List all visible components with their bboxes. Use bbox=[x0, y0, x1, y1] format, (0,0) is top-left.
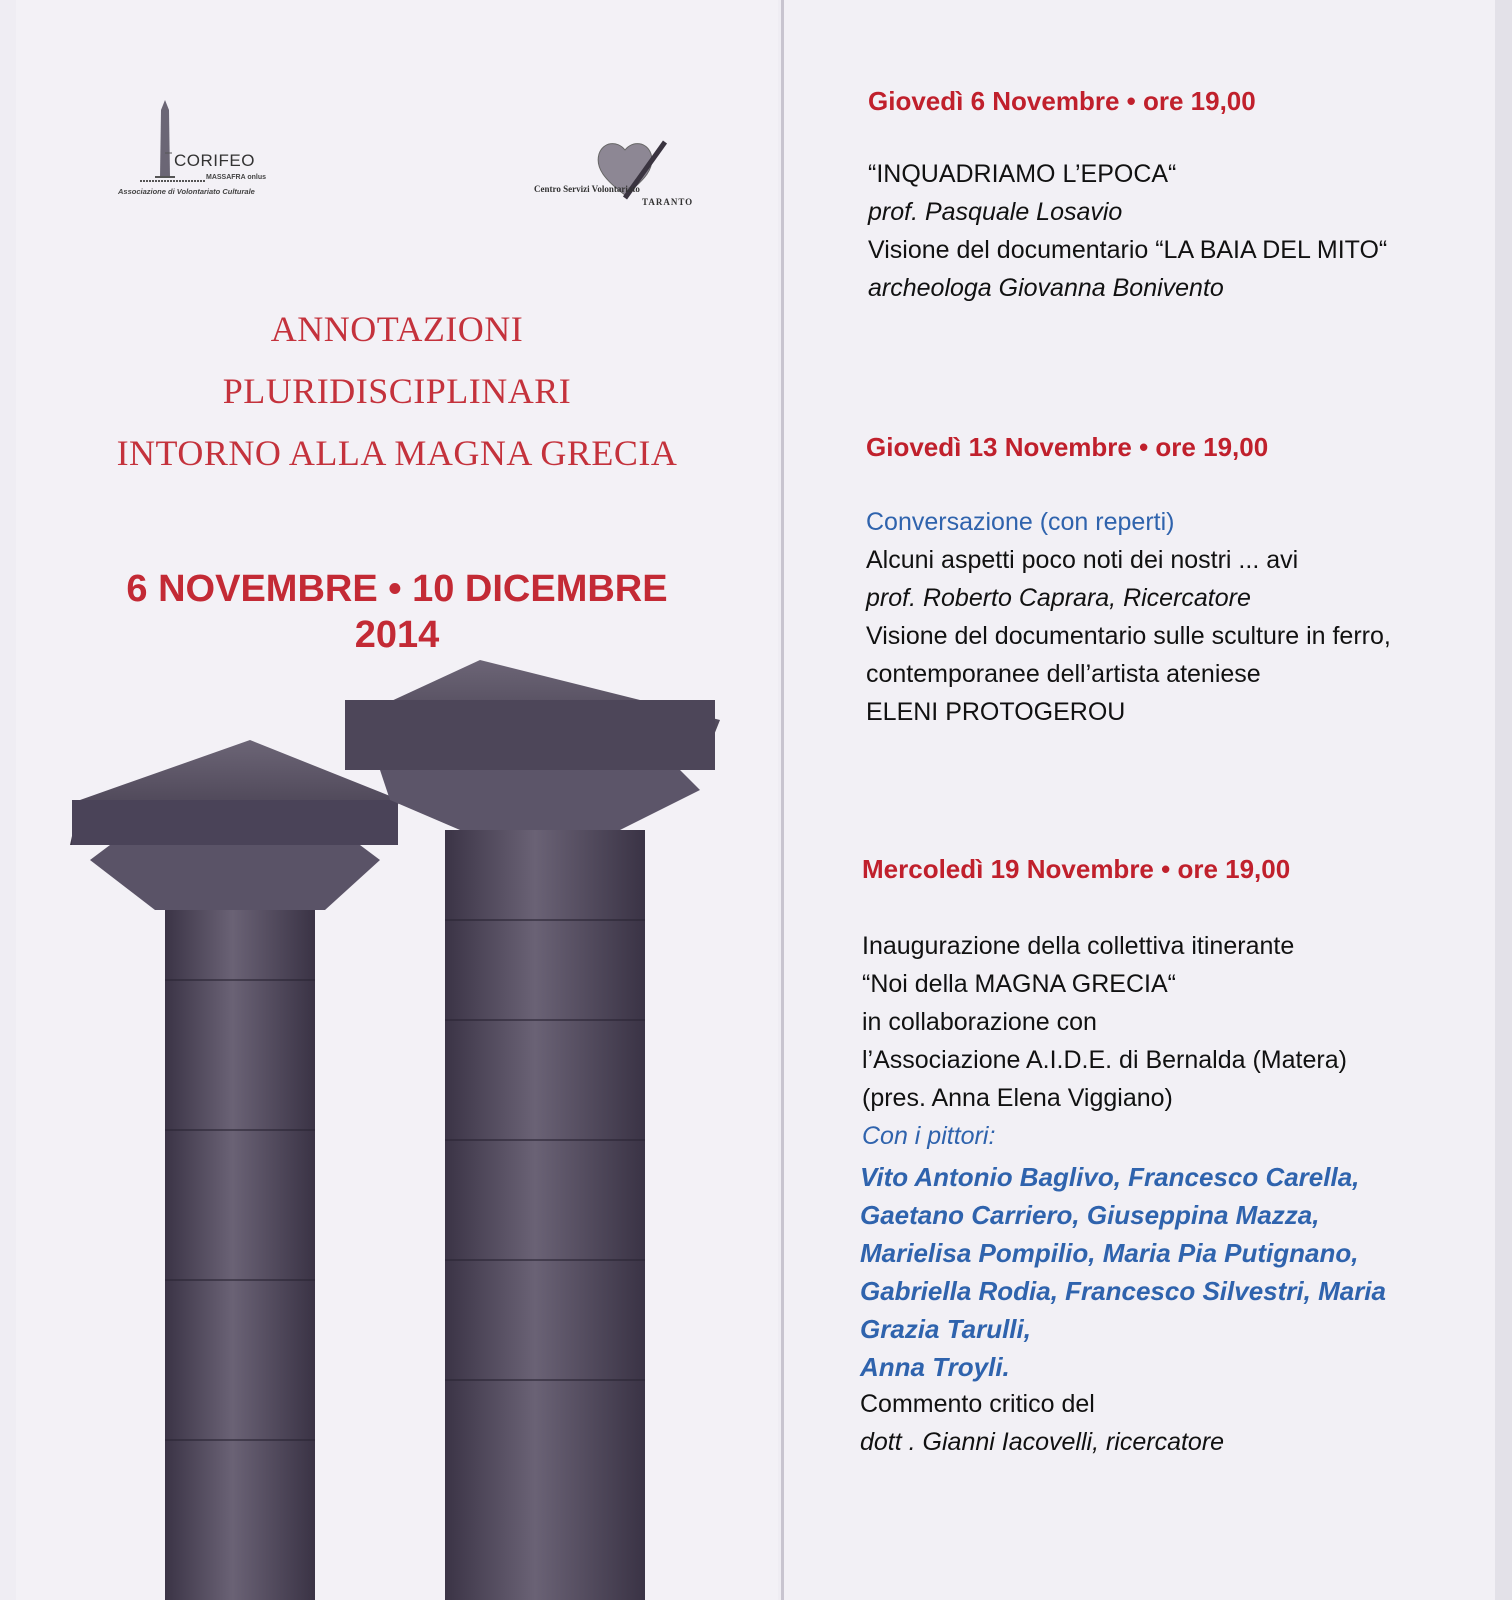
corifeo-logo bbox=[110, 95, 310, 205]
event-3-critic-name: dott . Gianni Iacovelli, ricercatore bbox=[860, 1428, 1225, 1456]
corifeo-name: CORIFEO bbox=[174, 151, 255, 170]
event-3-line-2: “Noi della MAGNA GRECIA“ bbox=[862, 970, 1176, 998]
event-1-title: “INQUADRIAMO L’EPOCA“ bbox=[868, 160, 1177, 188]
csv-city: TARANTO bbox=[642, 197, 694, 207]
event-2-heading: Giovedì 13 Novembre • ore 19,00 bbox=[866, 432, 1269, 462]
page-edge bbox=[1495, 0, 1512, 1600]
event-3-painters-2: Gaetano Carriero, Giuseppina Mazza, bbox=[860, 1200, 1320, 1230]
event-1-archeologist: archeologa Giovanna Bonivento bbox=[868, 274, 1224, 302]
event-3-painters-3: Marielisa Pompilio, Maria Pia Putignano, bbox=[860, 1238, 1359, 1268]
event-3-heading: Mercoledì 19 Novembre • ore 19,00 bbox=[862, 854, 1291, 884]
corifeo-subtitle: Associazione di Volontariato Culturale bbox=[118, 187, 255, 196]
event-2-topic: Alcuni aspetti poco noti dei nostri ... avi bbox=[866, 546, 1299, 574]
event-2-type: Conversazione (con reperti) bbox=[866, 508, 1175, 536]
event-3-painters-6: Anna Troyli. bbox=[860, 1352, 1010, 1382]
cover-year: 2014 bbox=[354, 614, 440, 656]
event-2-artist-name: ELENI PROTOGEROU bbox=[866, 698, 1126, 726]
event-3-painters-5: Grazia Tarulli, bbox=[860, 1314, 1031, 1344]
event-3-line-1: Inaugurazione della collettiva itinerante bbox=[862, 932, 1295, 960]
cover-title-line-2: PLURIDISCIPLINARI bbox=[222, 371, 572, 411]
corifeo-city: MASSAFRA onlus bbox=[206, 174, 267, 181]
csv-logo bbox=[530, 140, 730, 220]
greek-columns-image bbox=[60, 660, 740, 1600]
event-3-painters-label: Con i pittori: bbox=[862, 1122, 996, 1150]
event-3-line-5: (pres. Anna Elena Viggiano) bbox=[862, 1084, 1173, 1112]
event-3-critic-label: Commento critico del bbox=[860, 1390, 1095, 1418]
event-1-documentary: Visione del documentario “LA BAIA DEL MITO“ bbox=[868, 236, 1388, 264]
csv-name: Centro Servizi Volontariato bbox=[534, 184, 640, 194]
cover-dates: 6 NOVEMBRE • 10 DICEMBRE bbox=[126, 568, 668, 610]
event-2-artist-line: contemporanee dell’artista ateniese bbox=[866, 660, 1261, 688]
event-3-painters-4: Gabriella Rodia, Francesco Silvestri, Maria bbox=[860, 1276, 1386, 1306]
event-1-speaker: prof. Pasquale Losavio bbox=[868, 198, 1123, 226]
event-3-painters-1: Vito Antonio Baglivo, Francesco Carella, bbox=[860, 1162, 1360, 1192]
event-3-line-4: l’Associazione A.I.D.E. di Bernalda (Matera) bbox=[862, 1046, 1347, 1074]
event-1-heading: Giovedì 6 Novembre • ore 19,00 bbox=[868, 86, 1256, 116]
event-2-speaker: prof. Roberto Caprara, Ricercatore bbox=[866, 584, 1251, 612]
cover-title-line-3: INTORNO ALLA MAGNA GRECIA bbox=[116, 433, 678, 473]
cover-title-line-1: ANNOTAZIONI bbox=[270, 309, 524, 349]
event-3-line-3: in collaborazione con bbox=[862, 1008, 1097, 1036]
event-2-documentary: Visione del documentario sulle sculture in ferro, bbox=[866, 622, 1391, 650]
